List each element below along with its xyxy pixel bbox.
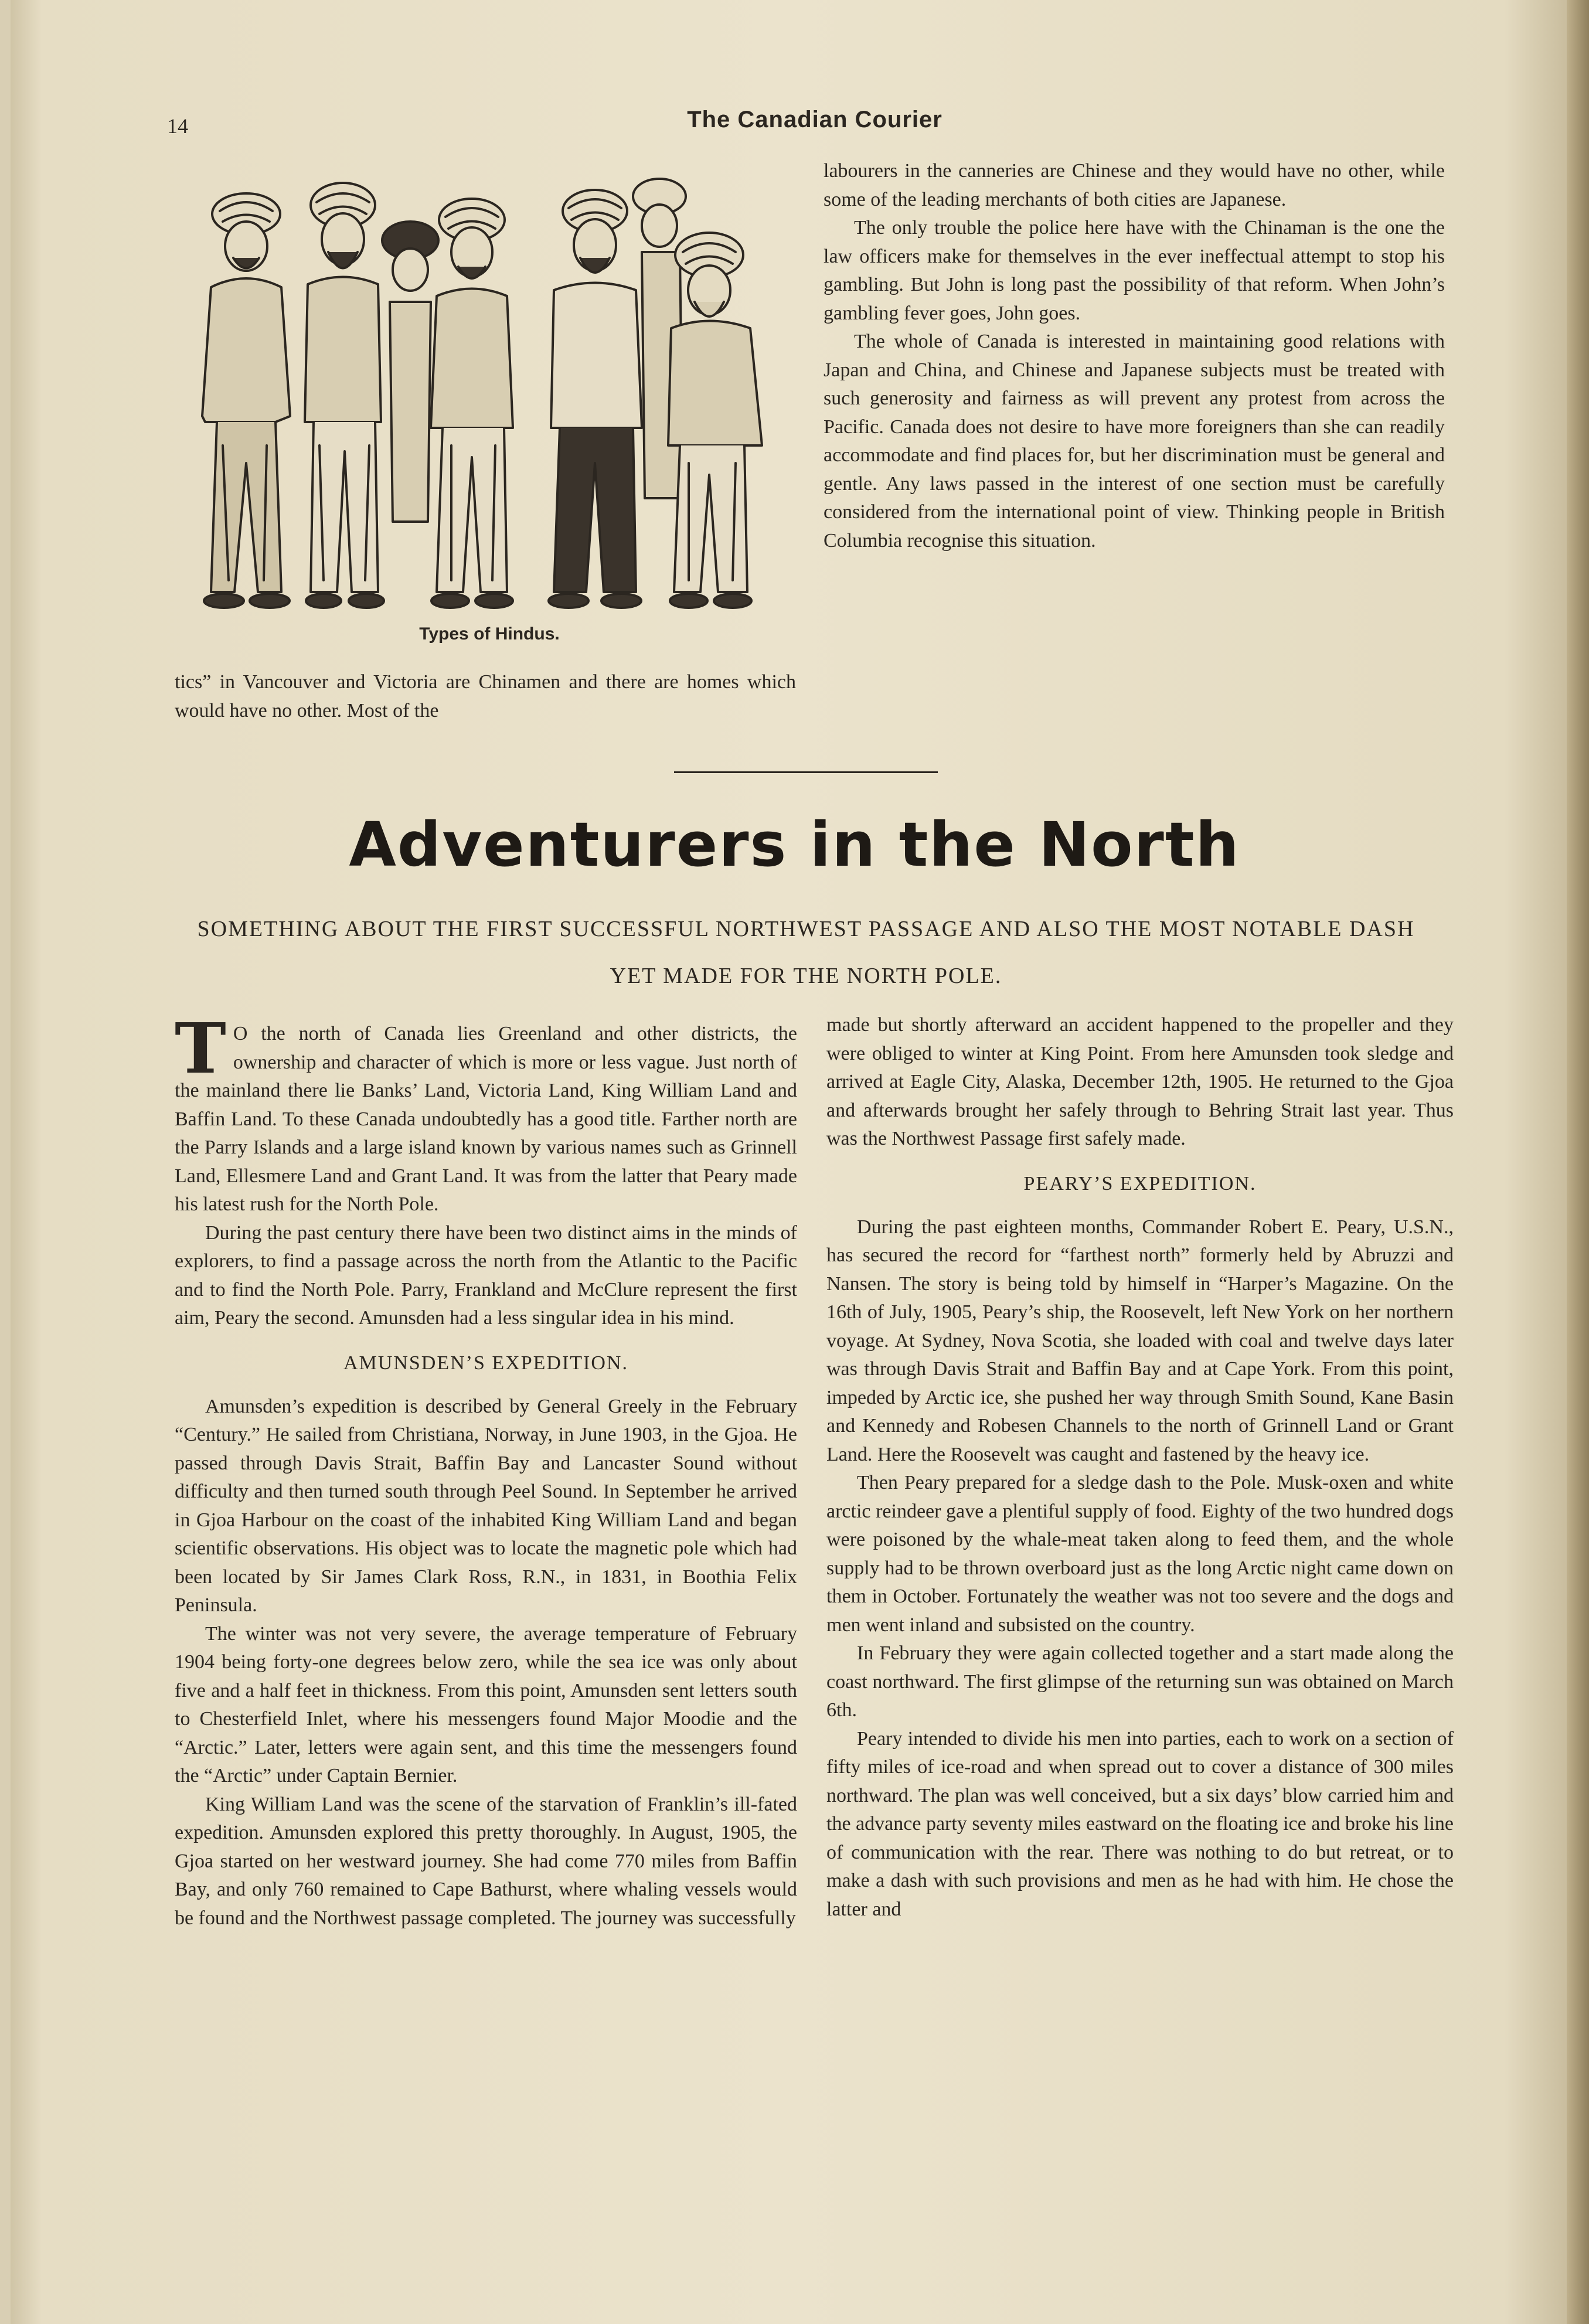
- amundsen-paragraph-3: King William Land was the scene of the starvation of Franklin’s ill-fated expedition. Amunsden explored this pretty thoroughly. In August, 1905, the Gjoa started on her westward journey. She had come 770 miles from Baffin Bay, and only 760 remained to Cape Bathurst, where whaling vessels would be found and the Northwest passage completed. The journey was successfully: [175, 1793, 797, 1929]
- figure-man-4: [431, 199, 513, 608]
- amundsen-paragraph-2: The winter was not very severe, the average temperature of February 1904 being forty-one degrees below zero, while the sea ice was only about five and a half feet in thickness. From this point, Amunsden sent letters south to Chesterfield Inlet, where his messengers found Major Moodie and the “Arctic.” Later, letters were again sent, and this time the messengers found the “Arctic” under Captain Bernier.: [175, 1622, 797, 1787]
- top-right-paragraph-3: The whole of Canada is interested in maintaining good relations with Japan and China, and Chinese and Japanese subjects must be treated with such generosity and fairness as will prevent any protest from across the Pacific. Canada does not desire to have more foreigners than she can readily accommodate and find places for, but her discrimination must be general and gentle. Any laws passed in the interest of one section must be carefully considered from the international point of view. Thinking people in British Columbia recognise this situation.: [824, 331, 1445, 552]
- article-right-column: [826, 1011, 1454, 1924]
- figure-man-3: [382, 222, 438, 522]
- figure-man-5: [549, 190, 642, 608]
- top-right-column: [824, 157, 1445, 555]
- page-number: 14: [167, 114, 188, 138]
- article-left-column: [175, 1008, 797, 1932]
- peary-heading: PEARY’S EXPEDITION.: [1023, 1172, 1257, 1195]
- peary-paragraph-1: During the past eighteen months, Commander Robert E. Peary, U.S.N., has secured the record for “farthest north” formerly held by Abruzzi and Nansen. The story is being told by himself in “Harper’s Magazine. On the 16th of July, 1905, Peary’s ship, the Roosevelt, left New York on her northern voyage. At Sydney, Nova Scotia, she loaded with coal and twelve days later was through Davis Strait and Baffin Bay and at Cape York. From this point, impeded by Arctic ice, she pushed her way through Smith Sound, Kane Basin and Kennedy and Robesen Channels to the north of Grinnell Land or Grant Land. Here the Roosevelt was caught and fastened by the heavy ice.: [826, 1216, 1454, 1465]
- top-left-text: tics” in Vancouver and Victoria are Chinamen and there are homes which would have no other. Most of the: [175, 671, 796, 722]
- peary-paragraph-3: In February they were again collected together and a start made along the coast northward. The first glimpse of the returning sun was obtained on March 6th.: [826, 1642, 1454, 1721]
- top-left-column: [175, 668, 796, 725]
- top-right-paragraph-2: The only trouble the police here have with the Chinaman is the one the law officers make for themselves in the ever ineffectual attempt to stop his gambling. But John is long past the possibility of that reform. When John’s gambling fever goes, John goes.: [824, 217, 1445, 324]
- peary-paragraph-2: Then Peary prepared for a sledge dash to the Pole. Musk-oxen and white arctic reindeer gave a plentiful supply of food. Eighty of the two hundred dogs were poisoned by the whale-meat taken along to feed them, and the whole supply had to be thrown overboard just as the long Arctic night came down on them in October. Fortunately the weather was not too severe and the dogs and men went inland and subsisted on the country.: [826, 1472, 1454, 1636]
- intro-paragraph-1-text: O the north of Canada lies Greenland and other districts, the ownership and character of which is more or less vague. Just north of the mainland there lie Banks’ Land, Victoria Land, King William Land and Baffin Land. To these Canada undoubtedly has a good title. Farther north are the Parry Islands and a large island known by various names such as Grinnell Land, Ellesmere Land and Grant Land. It was from the latter that Peary made his latest rush for the North Pole.: [175, 1023, 797, 1215]
- illustration-figure: [170, 170, 809, 656]
- hindus-illustration: [170, 170, 809, 621]
- figure-man-2: [305, 183, 384, 608]
- peary-paragraph-4: Peary intended to divide his men into parties, each to work on a section of fifty miles of ice-road and when spread out to cover a distance of 300 miles northward. The plan was well conceived, but a six days’ blow carried him and the advance party seventy miles eastward on the floating ice and broke his line of communication with the rear. There was nothing to do but retreat, or to make a dash with such provisions and men as he had with him. He chose the latter and: [826, 1727, 1454, 1920]
- section-divider: [674, 771, 938, 773]
- top-right-paragraph-1: labourers in the canneries are Chinese and they would have no other, while some of the leading merchants of both cities are Japanese.: [824, 160, 1445, 210]
- drop-cap: T: [175, 1008, 226, 1089]
- amundsen-paragraph-1: Amunsden’s expedition is described by General Greely in the February “Century.” He sailed from Christiana, Norway, in June 1903, in the Gjoa. He passed through Davis Strait, Baffin Bay and Lancaster Sound without difficulty and then turned south through Peel Sound. In September he arrived in Gjoa Harbour on the coast of the inhabited King William Land and began scientific observations. His object was to locate the magnetic pole which had been located by Sir James Clark Ross, R.N., in 1831, in Boothia Felix Peninsula.: [175, 1395, 797, 1616]
- intro-paragraph-1: [175, 1008, 797, 1219]
- right-paragraph-1: made but shortly afterward an accident happened to the propeller and they were obliged to winter at King Point. From here Amunsden took sledge and arrived at Eagle City, Alaska, December 12th, 1905. He returned to the Gjoa and afterwards brought her safely through to Behring Strait last year. Thus was the Northwest Passage first safely made.: [826, 1014, 1454, 1149]
- article-headline: Adventurers in the North: [349, 809, 1240, 880]
- article-deck: SOMETHING ABOUT THE FIRST SUCCESSFUL NORTHWEST PASSAGE AND ALSO THE MOST NOTABLE DASH YET MADE FOR THE NORTH POLE.: [197, 917, 1415, 988]
- figure-man-7: [668, 233, 762, 608]
- binding-edge: [1567, 0, 1589, 2324]
- intro-paragraph-2: During the past century there have been two distinct aims in the minds of explorers, to find a passage across the north from the Atlantic to the Pacific and to find the North Pole. Parry, Frankland and McClure represent the first aim, Peary the second. Amunsden had a less singular idea in his mind.: [175, 1221, 797, 1329]
- figure-man-1: [202, 193, 290, 608]
- page-header: [0, 107, 1589, 148]
- masthead: The Canadian Courier: [687, 107, 942, 132]
- amundsen-heading: AMUNSDEN’S EXPEDITION.: [343, 1352, 628, 1374]
- figure-caption: Types of Hindus.: [419, 624, 560, 644]
